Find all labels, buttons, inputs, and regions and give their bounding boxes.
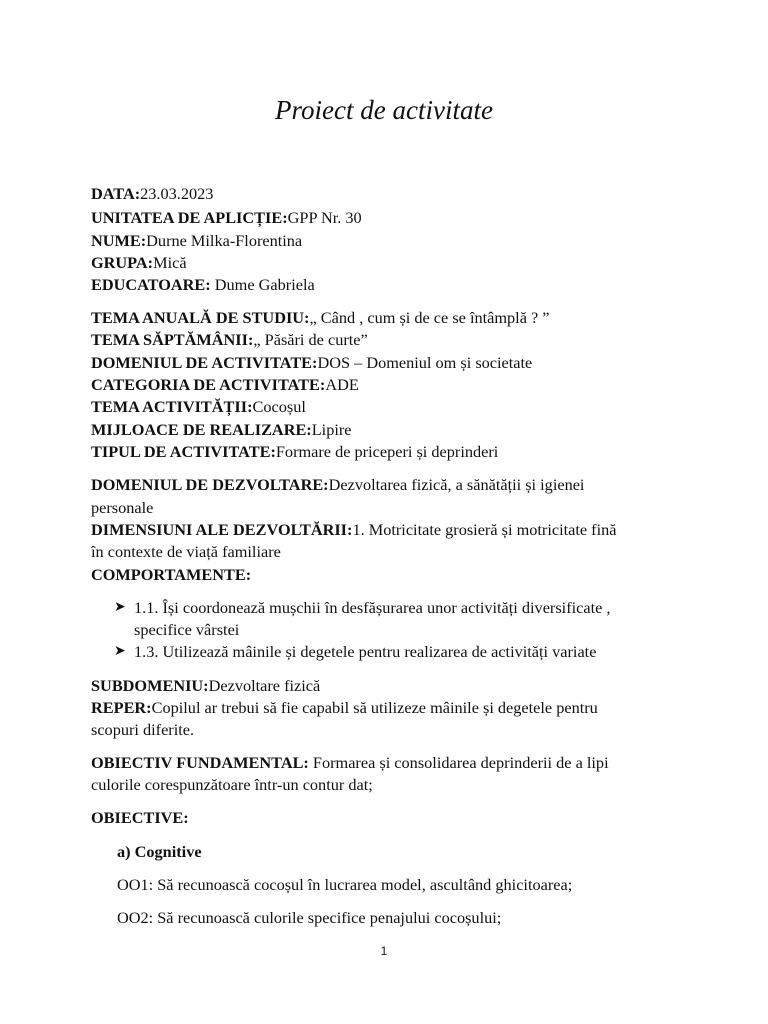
field-value: „ Păsări de curte”	[253, 330, 368, 349]
document-title: Proiect de activitate	[275, 95, 493, 125]
field-label: EDUCATOARE:	[91, 275, 211, 294]
field-label: DOMENIUL DE ACTIVITATE:	[91, 353, 318, 372]
field-label: UNITATEA DE APLICȚIE:	[91, 208, 288, 227]
field-value: Copilul ar trebui să fie capabil să utilizeze mâinile și degetele pentru	[151, 698, 598, 717]
field-value: Formare de priceperi și deprinderi	[275, 442, 499, 461]
field-label: DIMENSIUNI ALE DEZVOLTĂRII:	[91, 520, 353, 539]
field-value: DOS – Domeniul om și societate	[317, 353, 533, 372]
field-value: Mică	[153, 253, 187, 272]
field-dimensiuni-cont: în contexte de viață familiare	[91, 542, 281, 561]
field-unitatea	[91, 207, 362, 229]
field-tema-saptamanii	[91, 329, 368, 351]
arrowhead-bullet-icon: ➤	[114, 600, 126, 615]
field-obiectiv-fundamental-cont: culorile corespunzătoare într-un contur dat;	[91, 775, 373, 794]
field-label: NUME:	[91, 231, 147, 250]
field-value: Formarea și consolidarea deprinderii de a lipi	[308, 753, 609, 772]
obiective-heading: OBIECTIVE:	[91, 808, 189, 827]
page-number: 1	[380, 944, 388, 958]
comportament-item-cont: specifice vârstei	[134, 620, 240, 639]
comportamente-heading: COMPORTAMENTE:	[91, 565, 252, 584]
field-value: „ Când , cum și de ce se întâmplă ? ”	[309, 308, 550, 327]
field-categoria	[91, 374, 359, 396]
field-label: CATEGORIA DE ACTIVITATE:	[91, 375, 326, 394]
field-subdomeniu	[91, 675, 320, 697]
field-value: Dume Gabriela	[210, 275, 315, 294]
cognitive-subheading: a) Cognitive	[117, 842, 202, 861]
field-domeniul-dezvoltare-cont: personale	[91, 498, 154, 517]
field-label: GRUPA:	[91, 253, 154, 272]
field-mijloace	[91, 419, 352, 441]
field-label: TIPUL DE ACTIVITATE:	[91, 442, 276, 461]
field-educatoare	[91, 274, 315, 296]
field-label: SUBDOMENIU:	[91, 676, 209, 695]
field-label: MIJLOACE DE REALIZARE:	[91, 420, 312, 439]
objective-oo2: OO2: Să recunoască culorile specifice penajului cocoșului;	[117, 908, 502, 927]
field-value: Dezvoltare fizică	[208, 676, 321, 695]
field-label: REPER:	[91, 698, 152, 717]
field-label: TEMA SĂPTĂMÂNII:	[91, 330, 254, 349]
field-label: TEMA ANUALĂ DE STUDIU:	[91, 308, 310, 327]
objective-oo1: OO1: Să recunoască cocoșul în lucrarea model, ascultând ghicitoarea;	[117, 875, 573, 894]
field-domeniul-dezvoltare	[91, 474, 584, 496]
field-value: 1. Motricitate grosieră și motricitate fină	[352, 520, 617, 539]
field-value: 23.03.2023	[140, 184, 214, 203]
field-tipul	[91, 441, 498, 463]
field-value: GPP Nr. 30	[287, 208, 362, 227]
field-label: TEMA ACTIVITĂȚII:	[91, 397, 253, 416]
field-label: DOMENIUL DE DEZVOLTARE:	[91, 475, 329, 494]
field-tema-anuala	[91, 307, 550, 329]
field-value: Lipire	[311, 420, 352, 439]
field-nume	[91, 230, 302, 252]
field-domeniul-activitate	[91, 352, 532, 374]
field-value: Cocoșul	[252, 397, 306, 416]
field-label: DATA:	[91, 184, 141, 203]
field-value: Dezvoltarea fizică, a sănătății și igienei	[328, 475, 585, 494]
field-reper-cont: scopuri diferite.	[91, 720, 195, 739]
field-data	[91, 183, 213, 205]
field-label: OBIECTIV FUNDAMENTAL:	[91, 753, 309, 772]
field-grupa	[91, 252, 187, 274]
arrowhead-bullet-icon: ➤	[114, 644, 126, 659]
field-value: ADE	[325, 375, 359, 394]
comportament-item: 1.1. Își coordonează mușchii în desfășurarea unor activități diversificate ,	[134, 598, 611, 617]
field-value: Durne Milka-Florentina	[146, 231, 303, 250]
comportament-item: 1.3. Utilizează mâinile și degetele pentru realizarea de activități variate	[134, 642, 597, 661]
field-tema-activitatii	[91, 396, 306, 418]
field-obiectiv-fundamental	[91, 752, 609, 774]
field-dimensiuni	[91, 519, 616, 541]
field-reper	[91, 697, 598, 719]
